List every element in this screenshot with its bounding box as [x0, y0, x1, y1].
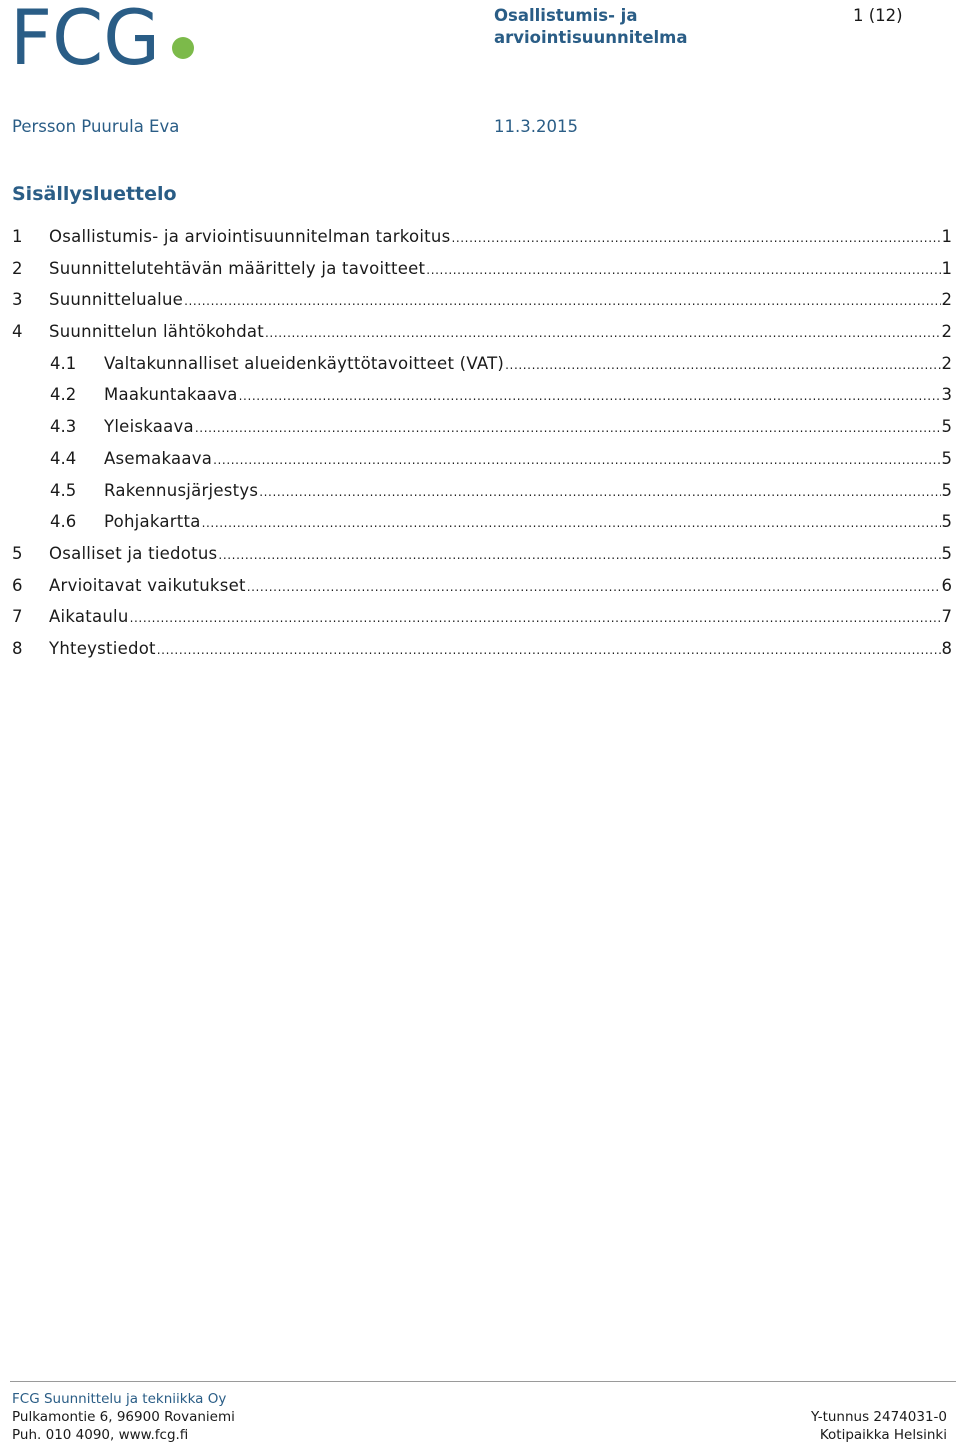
- toc-entry-number: 4: [12, 322, 23, 342]
- toc-subentry[interactable]: [12, 411, 952, 443]
- toc-entry-title: Suunnittelutehtävän määrittely ja tavoitteet: [49, 258, 426, 278]
- toc-entry[interactable]: [12, 601, 952, 633]
- toc-entry-page: 8: [941, 638, 952, 658]
- toc-entry-title: Valtakunnalliset alueidenkäyttötavoitteet (VAT): [104, 353, 505, 373]
- toc-entry-page: 5: [941, 480, 952, 500]
- toc-entry-page: 2: [941, 353, 952, 373]
- page-footer: [12, 1390, 947, 1444]
- toc-entry-number: 6: [12, 575, 23, 595]
- toc-entry-number: 1: [12, 227, 23, 246]
- toc-dot-leader: [218, 538, 940, 572]
- toc-entry-number: 7: [12, 607, 23, 627]
- toc-entry-page: 6: [941, 575, 952, 595]
- toc-entry-title: Pohjakartta: [104, 512, 201, 532]
- toc-dot-leader: [247, 570, 941, 604]
- footer-contact: Puh. 010 4090, www.fcg.fi: [12, 1427, 189, 1443]
- footer-address: Pulkamontie 6, 96900 Rovaniemi: [12, 1409, 235, 1425]
- toc-subentry[interactable]: [12, 443, 952, 475]
- toc-entry-page: 2: [941, 322, 952, 342]
- toc-entry-page: 1: [941, 258, 952, 278]
- toc-entry-title: Aikataulu: [49, 607, 129, 627]
- toc-entry-title: Osalliset ja tiedotus: [49, 543, 218, 563]
- toc-entry-page: 5: [941, 417, 952, 437]
- toc-dot-leader: [213, 443, 940, 477]
- toc-entry-number: 4.3: [50, 417, 77, 437]
- toc-dot-leader: [130, 601, 941, 635]
- page-number: 1 (12): [853, 6, 903, 25]
- toc-entry-number: 4.6: [50, 512, 77, 532]
- toc-subentry[interactable]: [12, 348, 952, 380]
- toc-dot-leader: [259, 475, 940, 509]
- document-title: Osallistumis- ja arviointisuunnitelma: [494, 6, 688, 47]
- toc-dot-leader: [195, 411, 941, 445]
- toc-entry-title: Osallistumis- ja arviointisuunnitelman tarkoitus: [49, 227, 451, 246]
- footer-divider: [10, 1381, 956, 1382]
- toc-entry-number: 4.4: [50, 448, 77, 468]
- toc-entry-number: 2: [12, 258, 23, 278]
- author-name: Persson Puurula Eva: [12, 117, 180, 136]
- toc-entry-title: Maakuntakaava: [104, 385, 238, 405]
- toc-entry-number: 4.5: [50, 480, 77, 500]
- footer-business-id: Y-tunnus 2474031-0: [811, 1409, 947, 1425]
- toc-dot-leader: [451, 221, 940, 255]
- toc-subentry[interactable]: [12, 506, 952, 538]
- footer-company-name: FCG Suunnittelu ja tekniikka Oy: [12, 1391, 227, 1407]
- toc-heading: Sisällysluettelo: [12, 183, 177, 205]
- toc-entry[interactable]: [12, 633, 952, 665]
- logo-wordmark: FCG: [10, 2, 160, 68]
- table-of-contents: [12, 221, 952, 665]
- toc-entry[interactable]: [12, 253, 952, 285]
- toc-entry-title: Yhteystiedot: [49, 638, 156, 658]
- toc-dot-leader: [426, 253, 940, 287]
- footer-domicile: Kotipaikka Helsinki: [819, 1427, 947, 1443]
- footer-row: [12, 1408, 947, 1426]
- toc-entry-page: 5: [941, 543, 952, 563]
- toc-subentry[interactable]: [12, 379, 952, 411]
- toc-entry-title: Rakennusjärjestys: [104, 480, 259, 500]
- footer-row: [12, 1426, 947, 1444]
- toc-entry-number: 3: [12, 290, 23, 310]
- toc-entry-page: 2: [941, 290, 952, 310]
- toc-entry-page: 7: [941, 607, 952, 627]
- toc-entry-page: 5: [941, 512, 952, 532]
- toc-entry[interactable]: [12, 221, 952, 253]
- toc-dot-leader: [184, 284, 940, 318]
- toc-entry-title: Suunnittelualue: [49, 290, 184, 310]
- toc-entry-number: 4.1: [50, 353, 77, 373]
- toc-dot-leader: [505, 348, 940, 382]
- fcg-logo: [10, 2, 200, 68]
- toc-entry-page: 3: [941, 385, 952, 405]
- toc-entry-title: Suunnittelun lähtökohdat: [49, 322, 265, 342]
- toc-entry[interactable]: [12, 284, 952, 316]
- toc-dot-leader: [265, 316, 940, 350]
- toc-entry-number: 4.2: [50, 385, 77, 405]
- toc-entry-page: 1: [941, 227, 952, 246]
- toc-entry[interactable]: [12, 316, 952, 348]
- logo-dot-icon: [172, 37, 194, 59]
- toc-dot-leader: [202, 506, 941, 540]
- toc-dot-leader: [157, 633, 941, 667]
- document-date: 11.3.2015: [494, 117, 578, 136]
- toc-entry-title: Yleiskaava: [104, 417, 194, 437]
- toc-entry-title: Arvioitavat vaikutukset: [49, 575, 246, 595]
- toc-entry[interactable]: [12, 570, 952, 602]
- toc-entry-number: 8: [12, 638, 23, 658]
- toc-entry-number: 5: [12, 543, 23, 563]
- toc-entry-page: 5: [941, 448, 952, 468]
- toc-entry-title: Asemakaava: [104, 448, 213, 468]
- toc-entry[interactable]: [12, 538, 952, 570]
- toc-dot-leader: [239, 379, 941, 413]
- toc-subentry[interactable]: [12, 475, 952, 507]
